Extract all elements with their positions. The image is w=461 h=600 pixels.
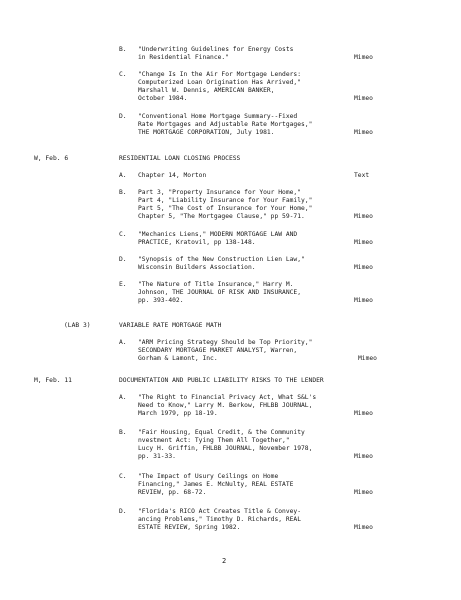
item-line: Part 5, "The Cost of Insurance for Your Home," (138, 205, 313, 212)
item-line: ancing Problems," Timothy D. Richards, REAL (138, 516, 302, 523)
session-topic: RESIDENTIAL LOAN CLOSING PROCESS (119, 155, 241, 162)
item-source: Text (354, 172, 370, 179)
item-line: March 1979, pp 18-19. (138, 410, 218, 417)
item-text (138, 71, 348, 103)
item-line: October 1984. (138, 95, 188, 102)
item-line: THE MORTGAGE CORPORATION, July 1981. (138, 129, 275, 136)
item-line: "Underwriting Guidelines for Energy Costs (138, 46, 294, 53)
item-source: Mimeo (354, 453, 373, 460)
item-line: "The Impact of Usury Ceilings on Home (138, 473, 279, 480)
session-topic: DOCUMENTATION AND PUBLIC LIABILITY RISKS TO THE LENDER (119, 377, 324, 384)
session-date: W, Feb. 6 (34, 155, 69, 162)
session-topic: VARIABLE RATE MORTGAGE MATH (119, 322, 222, 329)
item-source: Mimeo (354, 129, 373, 136)
item-line: Financing," James E. McNulty, REAL ESTATE (138, 481, 294, 488)
item-letter: D. (119, 508, 127, 515)
item-letter: C. (119, 71, 127, 78)
item-source: Mimeo (358, 355, 377, 362)
item-text (138, 113, 348, 137)
page-number: 2 (222, 557, 227, 565)
item-letter: A. (119, 339, 127, 346)
item-source: Mimeo (354, 213, 373, 220)
item-line: Gorham & Lamont, Inc. (138, 355, 218, 362)
item-letter: D. (119, 113, 127, 120)
item-source: Mimeo (354, 297, 373, 304)
item-line: Part 3, "Property Insurance for Your Home," (138, 189, 302, 196)
item-text (138, 473, 348, 497)
item-line: Chapter 14, Morton (138, 172, 207, 179)
item-line: SECONDARY MORTGAGE MARKET ANALYST, Warren, (138, 347, 298, 354)
item-line: "Conventional Home Mortgage Summary--Fixed (138, 113, 298, 120)
item-letter: B. (119, 46, 127, 53)
item-source: Mimeo (354, 524, 373, 531)
item-source: Mimeo (354, 264, 373, 271)
item-line: Part 4, "Liability Insurance for Your Family," (138, 197, 313, 204)
item-source: Mimeo (354, 95, 373, 102)
item-line: "Florida's RICO Act Creates Title & Convey- (138, 508, 302, 515)
item-line: "Mechanics Liens," MODERN MORTGAGE LAW AND (138, 231, 298, 238)
item-letter: E. (119, 281, 127, 288)
item-line: ESTATE REVIEW, Spring 1982. (138, 524, 241, 531)
item-text (138, 508, 348, 532)
item-line: Rate Mortgages and Adjustable Rate Mortgages," (138, 121, 313, 128)
item-line: REVIEW, pp. 68-72. (138, 489, 207, 496)
item-line: Chapter 5, "The Mortgagee Clause," pp 59-71. (138, 213, 305, 220)
item-source: Mimeo (354, 54, 373, 61)
item-line: Johnson, THE JOURNAL OF RISK AND INSURANCE, (138, 289, 302, 296)
item-line: Need to Know," Larry M. Berkow, FHLBB JOURNAL, (138, 402, 313, 409)
item-letter: A. (119, 394, 127, 401)
item-line: in Residential Finance." (138, 54, 229, 61)
item-line: pp. 31-33. (138, 453, 176, 460)
item-line: PRACTICE, Kratovil, pp 138-148. (138, 239, 256, 246)
item-line: "Change Is In the Air For Mortgage Lenders: (138, 71, 302, 78)
item-letter: D. (119, 256, 127, 263)
item-text (138, 189, 348, 221)
item-text (138, 172, 348, 180)
item-source: Mimeo (354, 410, 373, 417)
item-source: Mimeo (354, 489, 373, 496)
item-line: "Synopsis of the New Construction Lien Law," (138, 256, 305, 263)
item-text (138, 394, 348, 418)
item-letter: C. (119, 473, 127, 480)
item-letter: B. (119, 189, 127, 196)
item-letter: A. (119, 172, 127, 179)
item-letter: C. (119, 231, 127, 238)
item-text (138, 281, 348, 305)
item-line: Lucy H. Griffin, FHLBB JOURNAL, November 1978, (138, 445, 313, 452)
item-text (138, 256, 348, 272)
item-line: nvestment Act: Tying Them All Together," (138, 437, 290, 444)
item-text (138, 46, 348, 62)
item-line: "ARM Pricing Strategy Should be Top Priority," (138, 339, 313, 346)
item-source: Mimeo (354, 239, 373, 246)
item-letter: B. (119, 429, 127, 436)
item-line: Marshall W. Dennis, AMERICAN BANKER, (138, 87, 275, 94)
session-date: M, Feb. 11 (34, 377, 72, 384)
item-line: Wisconsin Builders Association. (138, 264, 256, 271)
item-text (138, 339, 348, 363)
item-line: "The Nature of Title Insurance," Harry M. (138, 281, 294, 288)
session-date: (LAB 3) (64, 322, 91, 329)
item-line: pp. 393-402. (138, 297, 184, 304)
item-text (138, 231, 348, 247)
item-line: Computerized Loan Origination Has Arrived," (138, 79, 302, 86)
item-line: "The Right to Financial Privacy Act, What S&L's (138, 394, 317, 401)
item-line: "Fair Housing, Equal Credit, & the Community (138, 429, 305, 436)
item-text (138, 429, 348, 461)
